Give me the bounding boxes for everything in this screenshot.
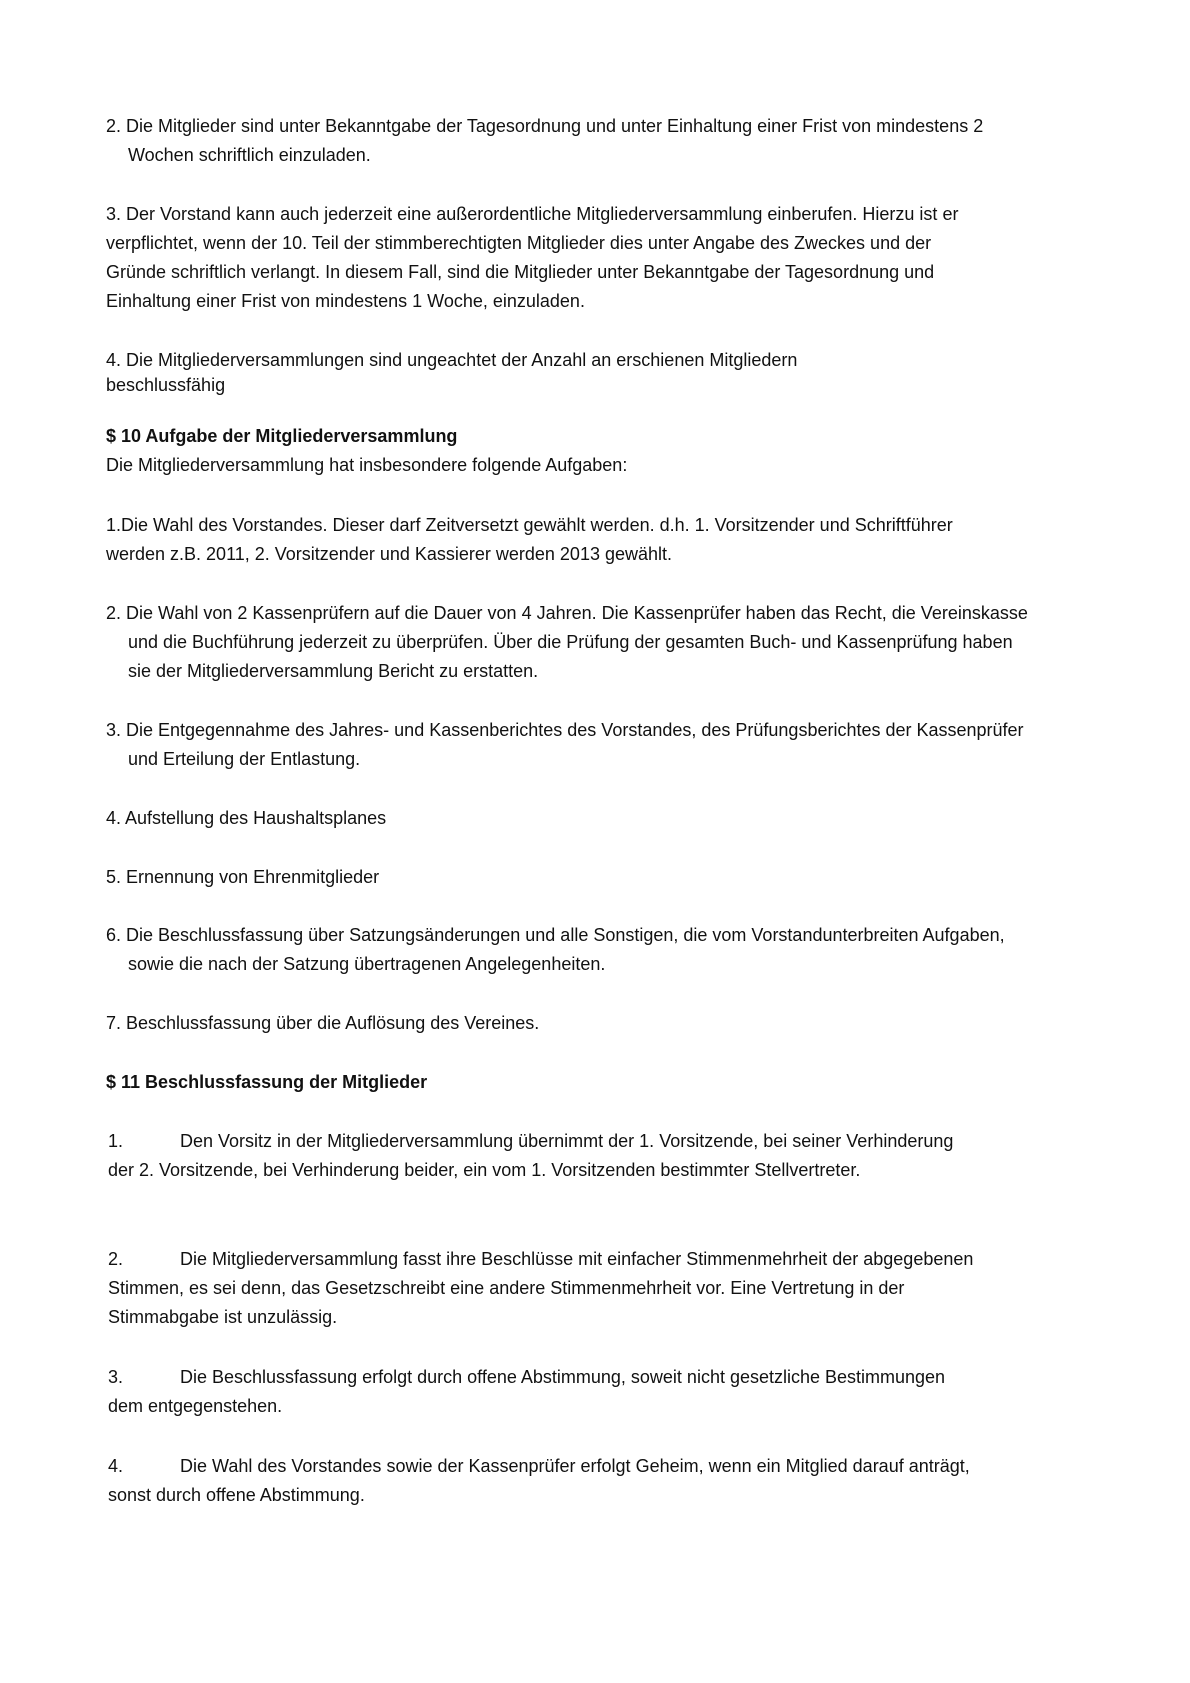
section-11-item-4-number: 4. [108,1456,124,1476]
section-10-item-2: 2. Die Wahl von 2 Kassenprüfern auf die Dauer von 4 Jahren. Die Kassenprüfer haben das Recht, die Vereinskasse und die Buchführung jederzeit zu überprüfen. Über die Prüfung der gesamten Buch- und Kassenprüfung haben sie der Mitgliederversammlung Bericht zu erstatten. [106,603,1028,681]
section-10-item-4: 4. Aufstellung des Haushaltsplanes [106,808,387,828]
section-11-item-4 [108,1452,1008,1510]
section-11-item-2-text: Die Mitgliederversammlung fasst ihre Beschlüsse mit einfacher Stimmenmehrheit der abgegebenen Stimmen, es sei denn, das Gesetzschreibt eine andere Stimmenmehrheit vor. Eine Vertretung in der Stimmabgabe ist unzulässig. [108,1249,974,1327]
section-11-heading: $ 11 Beschlussfassung der Mitglieder [106,1072,428,1092]
section-10-heading: $ 10 Aufgabe der Mitgliederversammlung [106,426,458,446]
section-11-item-1-text: Den Vorsitz in der Mitgliederversammlung übernimmt der 1. Vorsitzende, bei seiner Verhinderung der 2. Vorsitzende, bei Verhinderung beider, ein vom 1. Vorsitzenden bestimmter Stellvertreter. [108,1131,954,1180]
section-10-item-6: 6. Die Beschlussfassung über Satzungsänderungen und alle Sonstigen, die vom Vorstandunterbreiten Aufgaben, sowie die nach der Satzung übertragenen Angelegenheiten. [106,925,1005,974]
section-11-item-4-text: Die Wahl des Vorstandes sowie der Kassenprüfer erfolgt Geheim, wenn ein Mitglied darauf anträgt, sonst durch offene Abstimmung. [108,1456,970,1505]
section-10-item-7: 7. Beschlussfassung über die Auflösung des Vereines. [106,1013,540,1033]
section-11-item-1-number: 1. [108,1131,124,1151]
paragraph-extraordinary-meeting: 3. Der Vorstand kann auch jederzeit eine außerordentliche Mitgliederversammlung einberufen. Hierzu ist er verpflichtet, wenn der 10. Teil der stimmberechtigten Mitglieder dies unter Angabe des Zweckes und der Gründe schriftlich verlangt. In diesem Fall, sind die Mitglieder unter Bekanntgabe der Tagesordnung und Einhaltung einer Frist von mindestens 1 Woche, einzuladen. [106,204,959,311]
paragraph-quorum: 4. Die Mitgliederversammlungen sind ungeachtet der Anzahl an erschienen Mitgliedern beschlussfähig [106,350,798,395]
section-10-intro: Die Mitgliederversammlung hat insbesondere folgende Aufgaben: [106,455,628,475]
section-10-item-5: 5. Ernennung von Ehrenmitglieder [106,867,380,887]
section-10-item-1: 1.Die Wahl des Vorstandes. Dieser darf Zeitversetzt gewählt werden. d.h. 1. Vorsitzender und Schriftführer werden z.B. 2011, 2. Vorsitzender und Kassierer werden 2013 gewählt. [106,515,953,564]
section-11-item-2 [108,1245,988,1332]
section-11-item-2-number: 2. [108,1249,124,1269]
paragraph-invitation-period: 2. Die Mitglieder sind unter Bekanntgabe der Tagesordnung und unter Einhaltung einer Frist von mindestens 2 Wochen schriftlich einzuladen. [106,116,984,165]
section-11-item-3-text: Die Beschlussfassung erfolgt durch offene Abstimmung, soweit nicht gesetzliche Bestimmungen dem entgegenstehen. [108,1367,946,1416]
section-11-item-3-number: 3. [108,1367,124,1387]
section-10-item-3: 3. Die Entgegennahme des Jahres- und Kassenberichtes des Vorstandes, des Prüfungsberichtes der Kassenprüfer und Erteilung der Entlastung. [106,720,1024,769]
section-11-item-1 [108,1127,978,1185]
section-11-item-3 [108,1363,968,1421]
